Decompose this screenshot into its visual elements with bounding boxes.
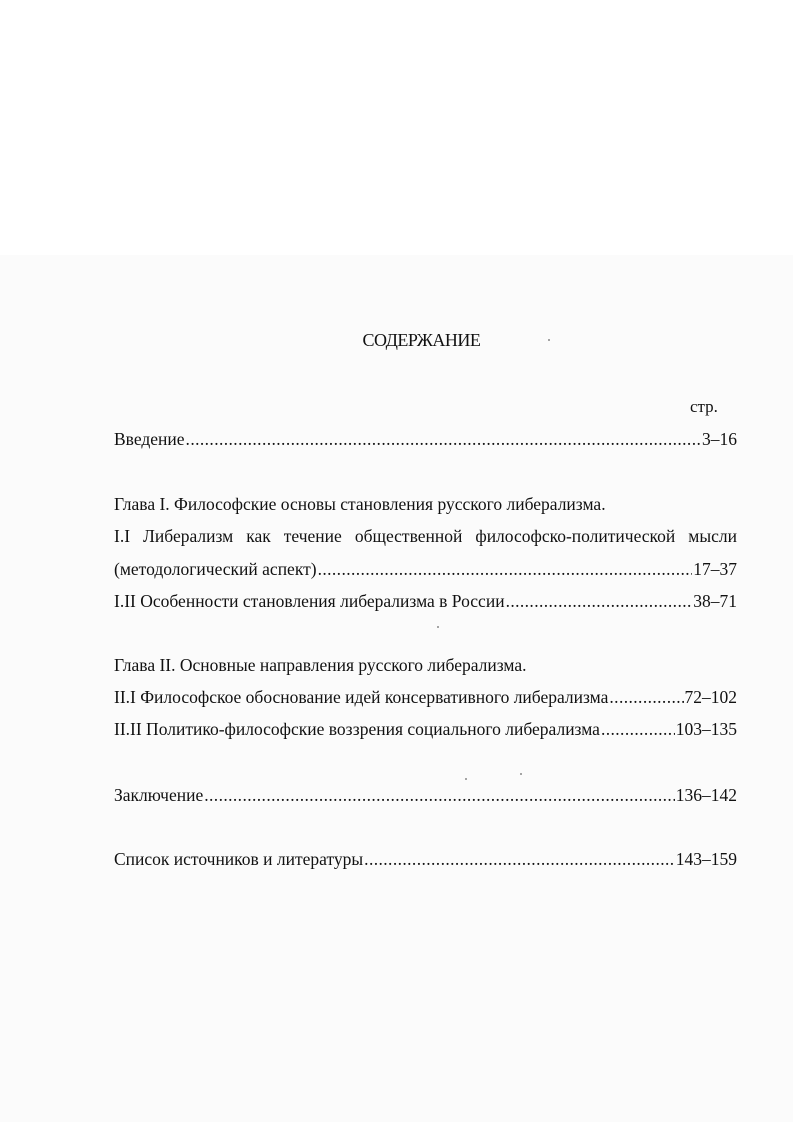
toc-entry-label: Заключение (114, 785, 204, 805)
toc-entry-label: Список источников и литературы (114, 849, 364, 869)
toc-entry-pages: 136–142 (675, 785, 737, 805)
toc-entry-pages: 143–159 (675, 849, 737, 869)
scan-speck (437, 626, 439, 628)
toc-entry-label: I.II Особенности становления либерализма в России (114, 591, 505, 611)
toc-entry-pages: 3–16 (702, 429, 737, 449)
toc-entry-1-2 (114, 590, 737, 612)
toc-entry-2-1 (114, 686, 737, 708)
toc-entry-pages: 38–71 (693, 591, 737, 611)
leader-dots (186, 428, 701, 450)
toc-entry-label: II.I Философское обоснование идей консервативного либерализма (114, 687, 609, 707)
leader-dots (204, 784, 675, 806)
toc-entry-label: Введение (114, 429, 185, 449)
toc-entry-1-1-line1: I.I Либерализм как течение общественной философско-политической мысли (114, 526, 737, 546)
leader-dots (364, 848, 675, 870)
toc-entry-2-2 (114, 718, 737, 740)
toc-entry-introduction (114, 428, 737, 450)
toc-entry-conclusion (114, 784, 737, 806)
page-column-label: стр. (690, 397, 718, 416)
toc-entry-label: (методологический аспект) (114, 559, 317, 579)
leader-dots (506, 590, 693, 612)
leader-dots (601, 718, 675, 740)
chapter-1-heading: Глава I. Философские основы становления русского либерализма. (114, 494, 606, 514)
toc-entry-pages: 17–37 (693, 559, 737, 579)
leader-dots (318, 558, 693, 580)
toc-entry-pages: 103–135 (675, 719, 737, 739)
scan-speck (548, 339, 550, 341)
leader-dots (609, 686, 683, 708)
scan-speck (465, 778, 467, 780)
toc-entry-pages: 72–102 (684, 687, 737, 707)
chapter-2-heading: Глава II. Основные направления русского либерализма. (114, 655, 527, 675)
toc-entry-label: II.II Политико-философские воззрения социального либерализма (114, 719, 600, 739)
toc-entry-bibliography (114, 848, 737, 870)
page-title: СОДЕРЖАНИЕ (362, 330, 481, 350)
toc-entry-1-1 (114, 558, 737, 580)
scan-speck (520, 773, 522, 775)
